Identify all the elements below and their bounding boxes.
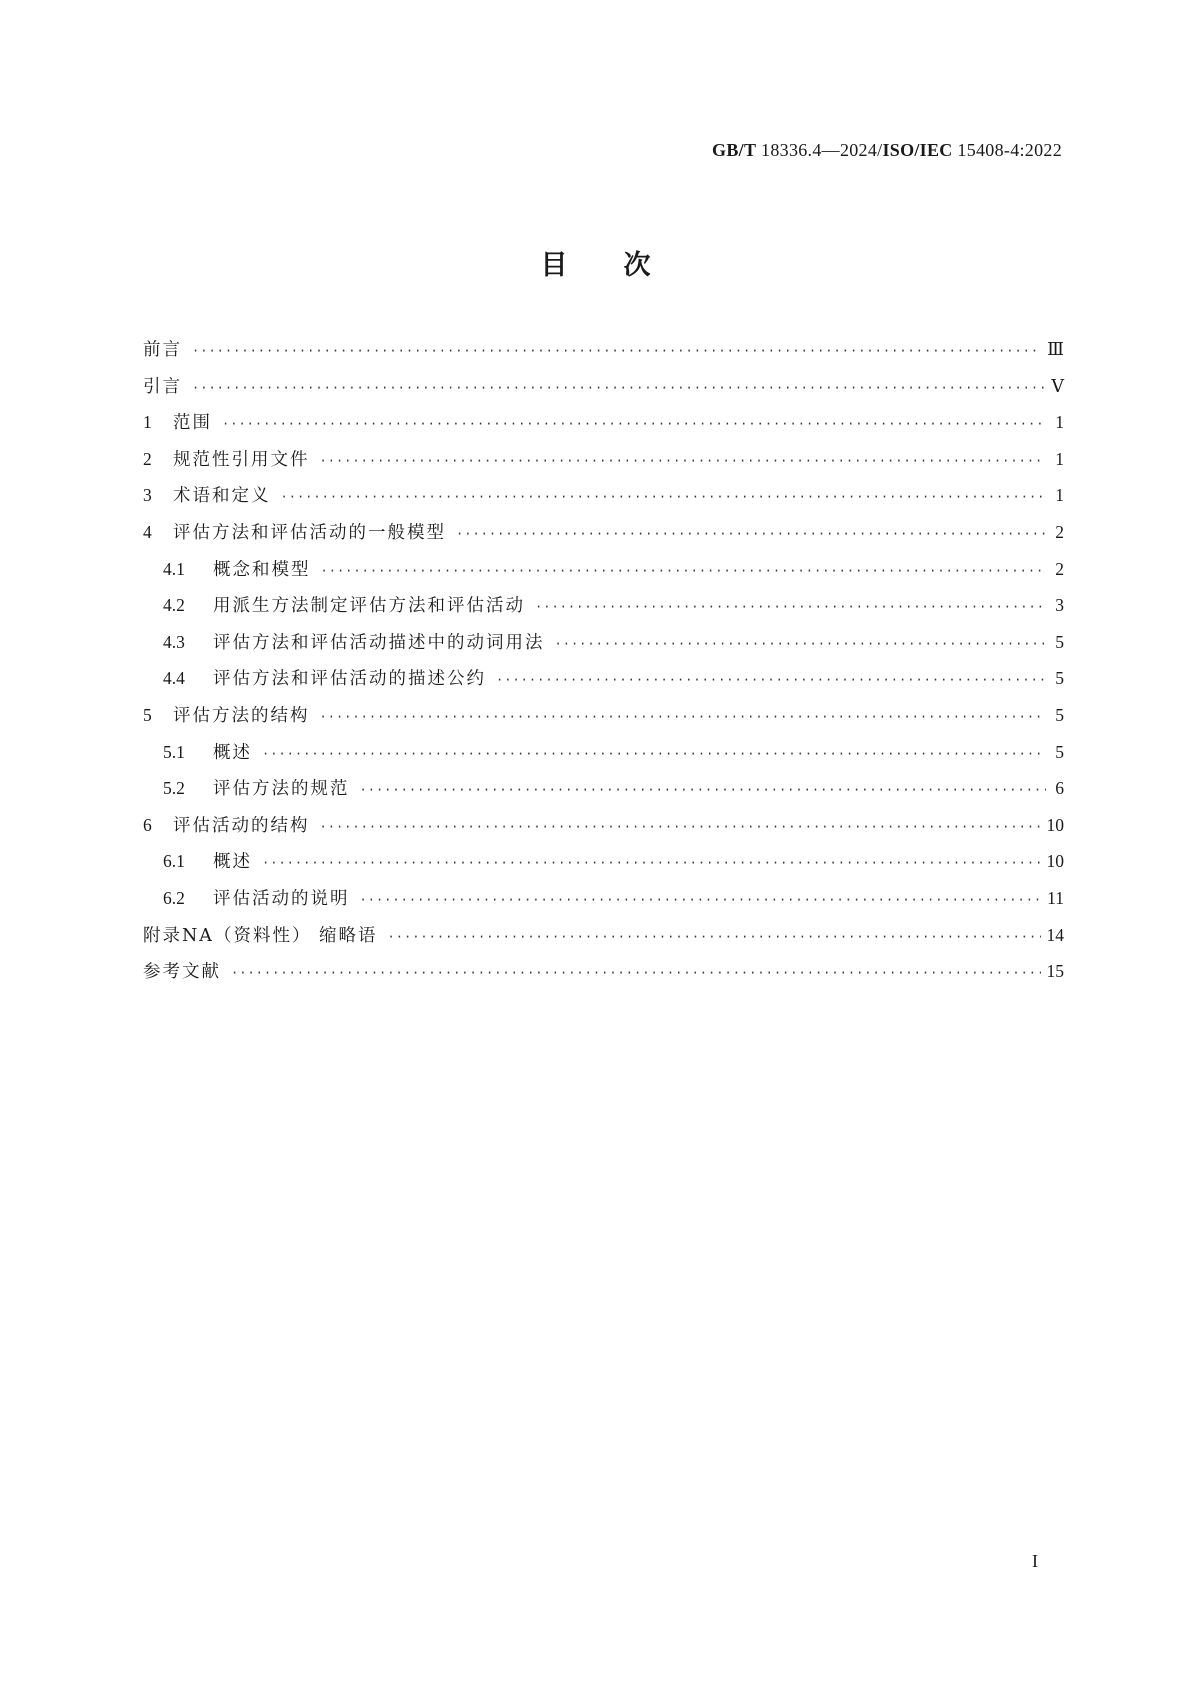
toc-dot-leader: [262, 747, 1046, 761]
toc-entry[interactable]: [143, 519, 1064, 556]
toc-entry[interactable]: [143, 409, 1064, 446]
toc-entry-page: 1: [1055, 485, 1064, 506]
toc-dot-leader: [262, 856, 1041, 870]
toc-entry[interactable]: [143, 958, 1064, 995]
toc-dot-leader: [192, 381, 1045, 395]
toc-dot-leader: [555, 637, 1047, 651]
toc-dot-leader: [535, 600, 1046, 614]
toc-entry-page: Ⅲ: [1047, 339, 1064, 359]
toc-entry[interactable]: [143, 482, 1064, 519]
toc-entry-number: 3: [143, 485, 152, 506]
toc-entry[interactable]: [143, 848, 1064, 885]
standard-code-number: 18336.4—2024/: [756, 140, 883, 160]
standard-code-iso: ISO/IEC: [882, 140, 953, 160]
toc-entry-title: 用派生方法制定评估方法和评估活动: [213, 596, 525, 617]
toc-entry[interactable]: [143, 922, 1064, 959]
toc-entry[interactable]: [143, 885, 1064, 922]
toc-entry-title: 概述: [213, 742, 252, 763]
toc-entry-title: 评估活动的结构: [173, 815, 310, 836]
toc-entry-number: 1: [143, 412, 152, 433]
toc-entry-page: 6: [1055, 778, 1064, 799]
toc-entry-title: 评估方法的规范: [213, 779, 350, 800]
standard-code-iso-number: 15408-4:2022: [952, 140, 1062, 160]
toc-dot-leader: [321, 564, 1047, 578]
toc-dot-leader: [456, 527, 1046, 541]
table-of-contents: [143, 336, 1064, 995]
toc-entry-page: 5: [1055, 631, 1064, 652]
toc-entry[interactable]: [143, 739, 1064, 776]
toc-entry[interactable]: [143, 775, 1064, 812]
toc-entry-title: 评估方法和评估活动描述中的动词用法: [213, 632, 545, 653]
toc-entry-number: 5.2: [163, 778, 185, 799]
toc-entry[interactable]: [143, 592, 1064, 629]
toc-entry-number: 6.2: [163, 887, 185, 908]
toc-entry-page: 5: [1055, 704, 1064, 725]
toc-entry-page: 3: [1055, 595, 1064, 616]
toc-entry-title: 评估活动的说明: [213, 888, 350, 909]
page-title: 目次: [540, 250, 707, 281]
toc-entry-number: 5.1: [163, 741, 185, 762]
toc-entry-title: 术语和定义: [173, 486, 271, 507]
toc-dot-leader: [192, 344, 1041, 358]
toc-entry-title: 评估方法和评估活动的一般模型: [173, 522, 446, 543]
toc-entry-number: 5: [143, 704, 152, 725]
toc-entry[interactable]: [143, 665, 1064, 702]
toc-entry-number: 6.1: [163, 851, 185, 872]
toc-entry-page: 1: [1055, 412, 1064, 433]
toc-entry-number: 2: [143, 448, 152, 469]
toc-dot-leader: [360, 783, 1047, 797]
toc-entry-title: 概念和模型: [213, 559, 311, 580]
toc-entry-page: 14: [1046, 924, 1064, 945]
toc-dot-leader: [320, 710, 1047, 724]
toc-entry-title: 附录NA（资料性） 缩略语: [143, 925, 378, 946]
toc-entry-page: 2: [1055, 521, 1064, 542]
standard-number: [712, 140, 1062, 161]
toc-entry-page: 5: [1055, 668, 1064, 689]
toc-dot-leader: [231, 966, 1041, 980]
toc-dot-leader: [388, 930, 1041, 944]
toc-entry-title: 评估方法的结构: [173, 705, 310, 726]
toc-entry-title: 评估方法和评估活动的描述公约: [213, 669, 486, 690]
toc-entry-number: 4: [143, 521, 152, 542]
toc-entry-title: 范围: [173, 413, 212, 434]
toc-entry-title: 前言: [143, 340, 182, 360]
toc-entry-number: 4.2: [163, 595, 185, 616]
toc-entry[interactable]: [143, 812, 1064, 849]
toc-entry-page: 2: [1055, 558, 1064, 579]
toc-entry-title: 概述: [213, 852, 252, 873]
toc-entry-number: 4.1: [163, 558, 185, 579]
toc-entry-page: 5: [1055, 741, 1064, 762]
toc-entry[interactable]: [143, 629, 1064, 666]
toc-entry-page: 11: [1047, 887, 1064, 908]
toc-dot-leader: [222, 417, 1046, 431]
toc-entry-number: 6: [143, 814, 152, 835]
toc-entry-title: 规范性引用文件: [173, 449, 310, 470]
toc-entry-number: 4.3: [163, 631, 185, 652]
toc-entry-page: 15: [1046, 961, 1064, 982]
toc-entry-page: 1: [1055, 448, 1064, 469]
toc-entry-page: Ⅴ: [1051, 375, 1064, 396]
toc-entry-title: 参考文献: [143, 962, 221, 983]
toc-dot-leader: [320, 454, 1047, 468]
toc-entry[interactable]: [143, 702, 1064, 739]
toc-dot-leader: [360, 893, 1042, 907]
toc-entry[interactable]: [143, 373, 1064, 410]
toc-entry-title: 引言: [143, 376, 182, 397]
toc-entry-page: 10: [1046, 851, 1064, 872]
standard-code-gbt: GB/T: [712, 140, 757, 160]
page-number: I: [1032, 1551, 1038, 1571]
toc-entry[interactable]: [143, 446, 1064, 483]
toc-entry[interactable]: [143, 336, 1064, 373]
toc-dot-leader: [496, 673, 1046, 687]
toc-entry-number: 4.4: [163, 668, 185, 689]
toc-entry-page: 10: [1046, 814, 1064, 835]
toc-dot-leader: [281, 490, 1047, 504]
toc-entry[interactable]: [143, 556, 1064, 593]
toc-dot-leader: [320, 820, 1041, 834]
